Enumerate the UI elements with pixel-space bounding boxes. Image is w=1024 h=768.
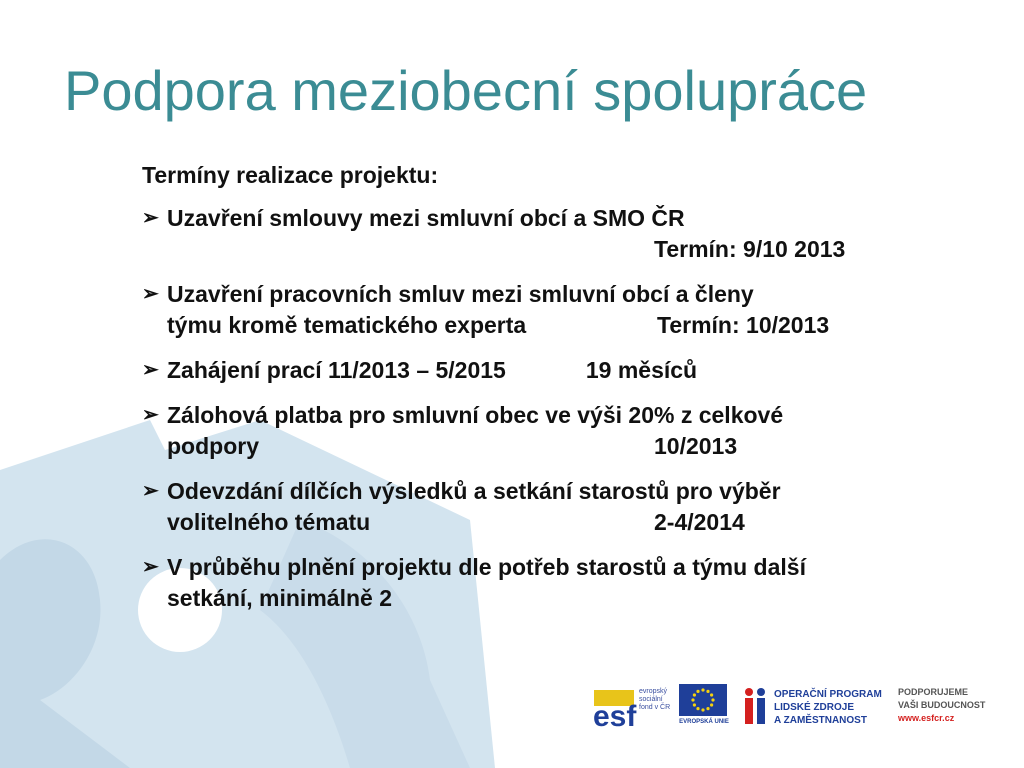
bullet-text: Uzavření pracovních smluv mezi smluvní obcí a členy <box>167 281 754 307</box>
support-slogan: PODPORUJEME VAŠI BUDOUCNOST www.esfcr.cz <box>898 687 986 723</box>
arrow-bullet-icon: ➢ <box>142 283 159 305</box>
bullet-date: 2-4/2014 <box>654 509 745 535</box>
eu-logo <box>679 684 729 730</box>
section-heading: Termíny realizace projektu: <box>142 162 439 188</box>
slide-title: Podpora meziobecní spolupráce <box>64 59 868 122</box>
bullet-text: setkání, minimálně 2 <box>167 585 392 611</box>
esf-star-icon <box>592 684 638 730</box>
op-lzz-logo <box>742 684 892 730</box>
bullet-item <box>142 355 982 386</box>
people-icon <box>742 686 768 728</box>
bullet-text: volitelného tématu <box>167 509 371 535</box>
bullet-text: Odevzdání dílčích výsledků a setkání starostů pro výběr <box>167 478 781 504</box>
bullet-text: Zahájení prací 11/2013 – 5/2015 <box>167 357 506 383</box>
arrow-bullet-icon: ➢ <box>142 404 159 426</box>
bullet-item <box>142 203 982 265</box>
bullet-date: 10/2013 <box>654 433 738 459</box>
eu-flag-icon <box>679 684 727 716</box>
esf-logo <box>592 684 672 730</box>
esf-website-link[interactable]: www.esfcr.cz <box>898 713 955 723</box>
bullet-text: Uzavření smlouvy mezi smluvní obcí a SMO ČR <box>167 205 685 231</box>
bullet-duration: 19 měsíců <box>585 357 698 383</box>
bullet-date: Termín: 9/10 2013 <box>654 236 846 262</box>
eu-label: EVROPSKÁ UNIE <box>679 719 729 725</box>
bullet-date: Termín: 10/2013 <box>657 312 830 338</box>
op-text: OPERAČNÍ PROGRAM LIDSKÉ ZDROJE A ZAMĚSTNANOST <box>774 689 882 726</box>
esf-caption: evropský sociální fond v ČR <box>639 688 671 711</box>
bullet-item <box>142 279 982 341</box>
bullet-text: týmu kromě tematického experta <box>167 312 527 338</box>
bullet-text: podpory <box>167 433 259 459</box>
bullet-item <box>142 552 982 614</box>
slide-content <box>142 160 982 628</box>
arrow-bullet-icon: ➢ <box>142 359 159 381</box>
bullet-text: V průběhu plnění projektu dle potřeb starostů a týmu další <box>167 554 806 580</box>
bullet-item <box>142 400 982 462</box>
arrow-bullet-icon: ➢ <box>142 556 159 578</box>
svg-text:esf: esf <box>593 700 637 730</box>
bullet-text: Zálohová platba pro smluvní obec ve výši 20% z celkové <box>167 402 784 428</box>
arrow-bullet-icon: ➢ <box>142 207 159 229</box>
bullet-item <box>142 476 982 538</box>
arrow-bullet-icon: ➢ <box>142 480 159 502</box>
